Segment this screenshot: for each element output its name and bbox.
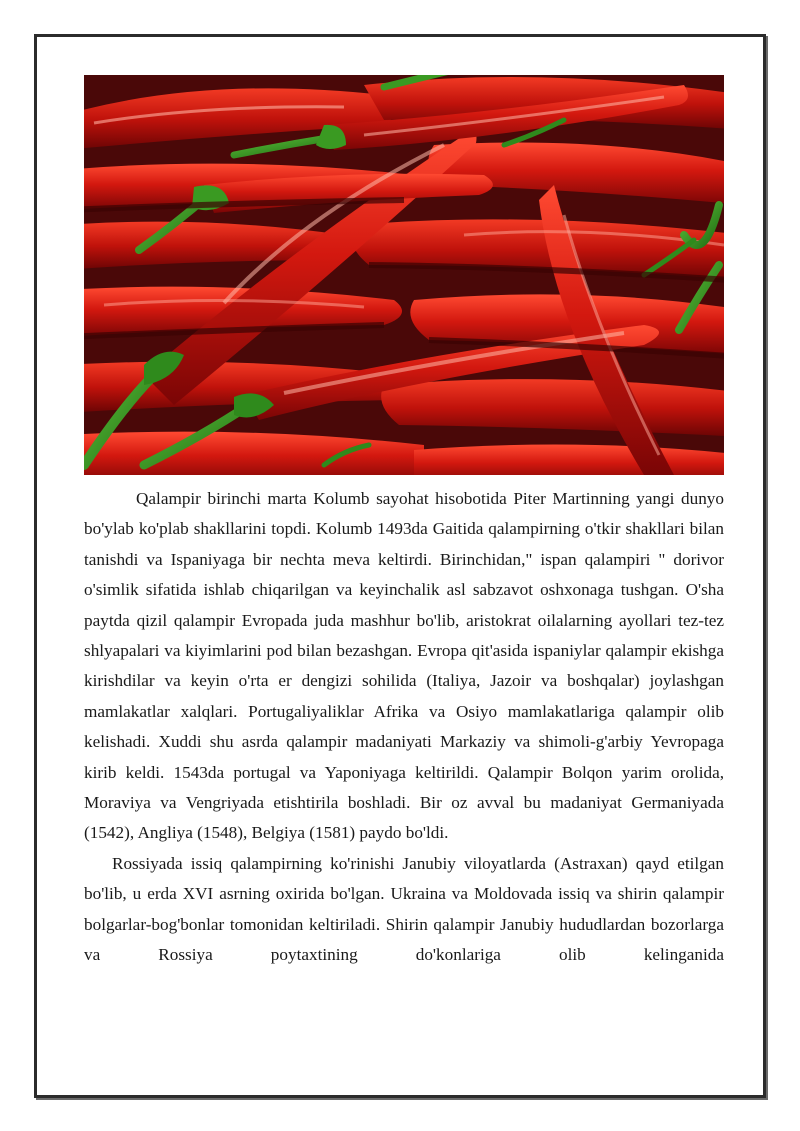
paragraph-history-russia: Rossiyada issiq qalampirning ko'rinishi Janubiy viloyatlarda (Astraxan) qayd etilgan bo'lib, u erda XVI asrning oxirida bo'lgan. Ukraina va Moldovada issiq va shirin qalampir bolgarlar-bog'bonlar tomonidan keltiriladi. Shirin qalampir Janubiy hududlardan bozorlarga va Rossiya poytaxtining do'konlariga olib kelinganida xyxy=(84,853,724,965)
paragraph-history-europe: Qalampir birinchi marta Kolumb sayohat hisobotida Piter Martinning yangi dunyo bo'ylab ko'plab shakllarini topdi. Kolumb 1493da Gaitida qalampirning o'tkir shakllari bilan tanishdi va Ispaniyaga bir nechta meva keltirdi. Birinchidan," ispan qalampiri " dorivor o'simlik sifatida ishlab chiqarilgan va keyinchalik asl sabzavot oshxonaga tushgan. O'sha paytda qizil qalampir Evropada juda mashhur bo'lib, aristokrat oilalarning ayollari tez-tez shlyapalari va kiyimlarini pod bilan bezashgan. Evropa qit'asida ispaniylar qalampir ekishga kirishdilar va keyin o'rta er dengizi sohilida (Italiya, Jazoir va boshqalar) joylashgan mamlakatlar xalqlari. Portugaliyaliklar Afrika va Osiyo mamlakatlariga qalampir olib kelishadi. Xuddi shu asrda qalampir madaniyati Markaziy va shimoli-g'arbiy Yevropaga kirib keldi. 1543da portugal va Yaponiyaga keltirildi. Qalampir Bolqon yarim orolida, Moraviya va Vengriyada etishtirila boshladi. Bir oz avval bu madaniyat Germaniyada (1542), Angliya (1548), Belgiya (1581) paydo bo'ldi. xyxy=(84,489,724,843)
chili-pepper-illustration xyxy=(84,75,724,475)
chili-pepper-photo xyxy=(84,75,724,475)
body-text xyxy=(84,484,724,971)
